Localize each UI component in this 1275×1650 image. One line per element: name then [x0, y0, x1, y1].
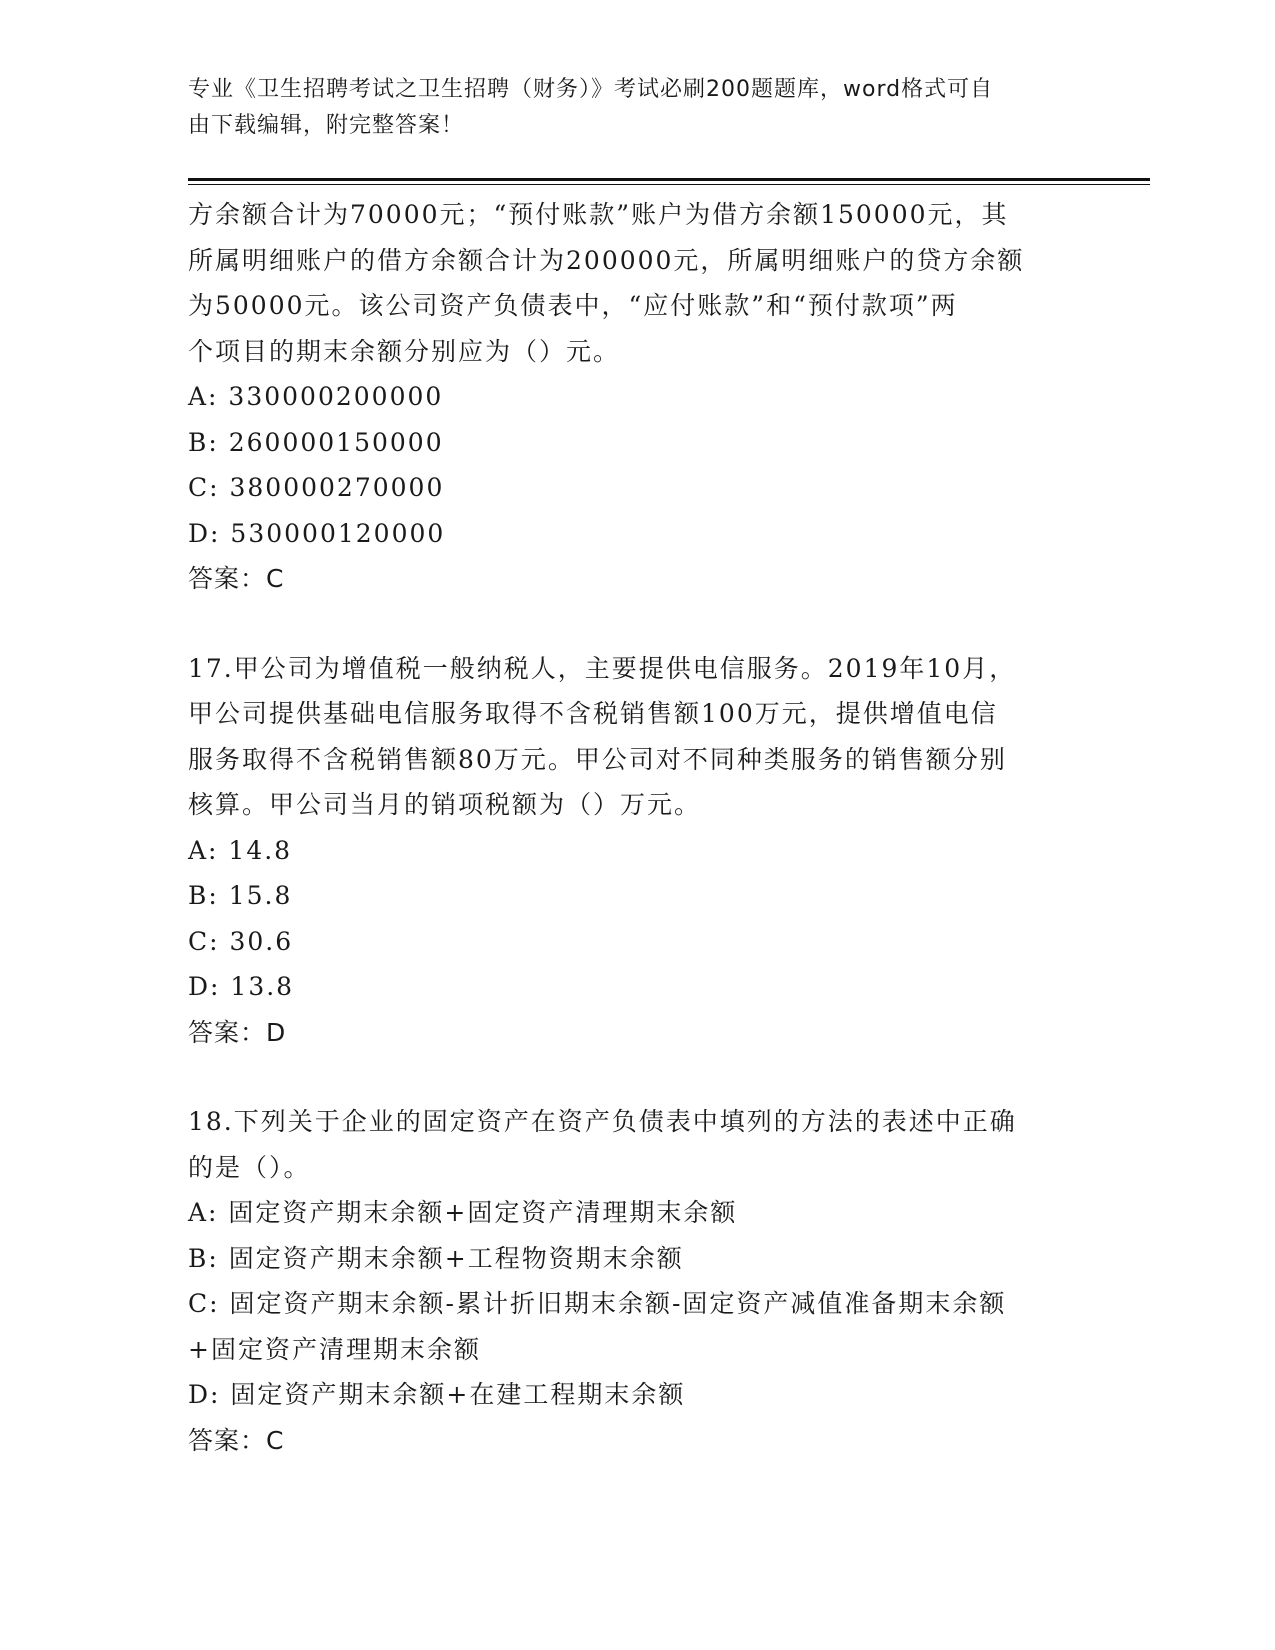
question-stem-line: 方余额合计为70000元；“预付账款”账户为借方余额150000元，其 — [188, 200, 1009, 229]
question-gap — [188, 602, 1088, 646]
header-rule-thin — [188, 184, 1150, 185]
option-a: A: 330000200000 — [188, 382, 444, 411]
question-18 — [188, 1099, 1088, 1463]
document-body — [188, 192, 1088, 1463]
option-d: D: 固定资产期末余额+在建工程期末余额 — [188, 1380, 686, 1409]
document-header — [188, 72, 1088, 144]
option-b: B: 15.8 — [188, 881, 293, 910]
question-16 — [188, 192, 1088, 602]
option-c: C: 380000270000 — [188, 473, 445, 502]
question-17 — [188, 646, 1088, 1056]
answer-line: 答案：C — [188, 1425, 285, 1455]
question-stem-line: 服务取得不含税销售额80万元。甲公司对不同种类服务的销售额分别 — [188, 744, 1007, 774]
question-stem-line: 核算。甲公司当月的销项税额为（）万元。 — [188, 790, 702, 819]
option-b: B: 固定资产期末余额+工程物资期末余额 — [188, 1243, 684, 1273]
option-c: C: 30.6 — [188, 926, 294, 956]
answer-line: 答案：D — [188, 1017, 287, 1047]
option-c: C: 固定资产期末余额-累计折旧期末余额-固定资产减值准备期末余额 — [188, 1289, 1007, 1318]
question-stem-line: 18.下列关于企业的固定资产在资产负债表中填列的方法的表述中正确 — [188, 1107, 1017, 1136]
option-d: D: 530000120000 — [188, 518, 446, 548]
option-b: B: 260000150000 — [188, 427, 444, 457]
answer-line: 答案：C — [188, 564, 285, 593]
option-c-continued: +固定资产清理期末余额 — [188, 1334, 481, 1364]
header-line-2: 由下载编辑，附完整答案！ — [188, 113, 465, 138]
header-line-1: 专业《卫生招聘考试之卫生招聘（财务）》考试必刷200题题库，word格式可自 — [188, 77, 994, 102]
question-stem-line: 17.甲公司为增值税一般纳税人，主要提供电信服务。2019年10月， — [188, 653, 1017, 683]
question-stem-line: 个项目的期末余额分别应为（）元。 — [188, 336, 621, 366]
option-a: A: 固定资产期末余额+固定资产清理期末余额 — [188, 1198, 738, 1227]
header-rule-thick — [188, 178, 1150, 181]
question-stem-line: 所属明细账户的借方余额合计为200000元，所属明细账户的贷方余额 — [188, 245, 1025, 275]
question-stem-line: 的是（）。 — [188, 1152, 311, 1182]
question-gap — [188, 1055, 1088, 1099]
option-a: A: 14.8 — [188, 835, 293, 865]
question-stem-line: 甲公司提供基础电信服务取得不含税销售额100万元，提供增值电信 — [188, 699, 998, 728]
option-d: D: 13.8 — [188, 972, 295, 1001]
question-stem-line: 为50000元。该公司资产负债表中，“应付账款”和“预付款项”两 — [188, 291, 958, 320]
